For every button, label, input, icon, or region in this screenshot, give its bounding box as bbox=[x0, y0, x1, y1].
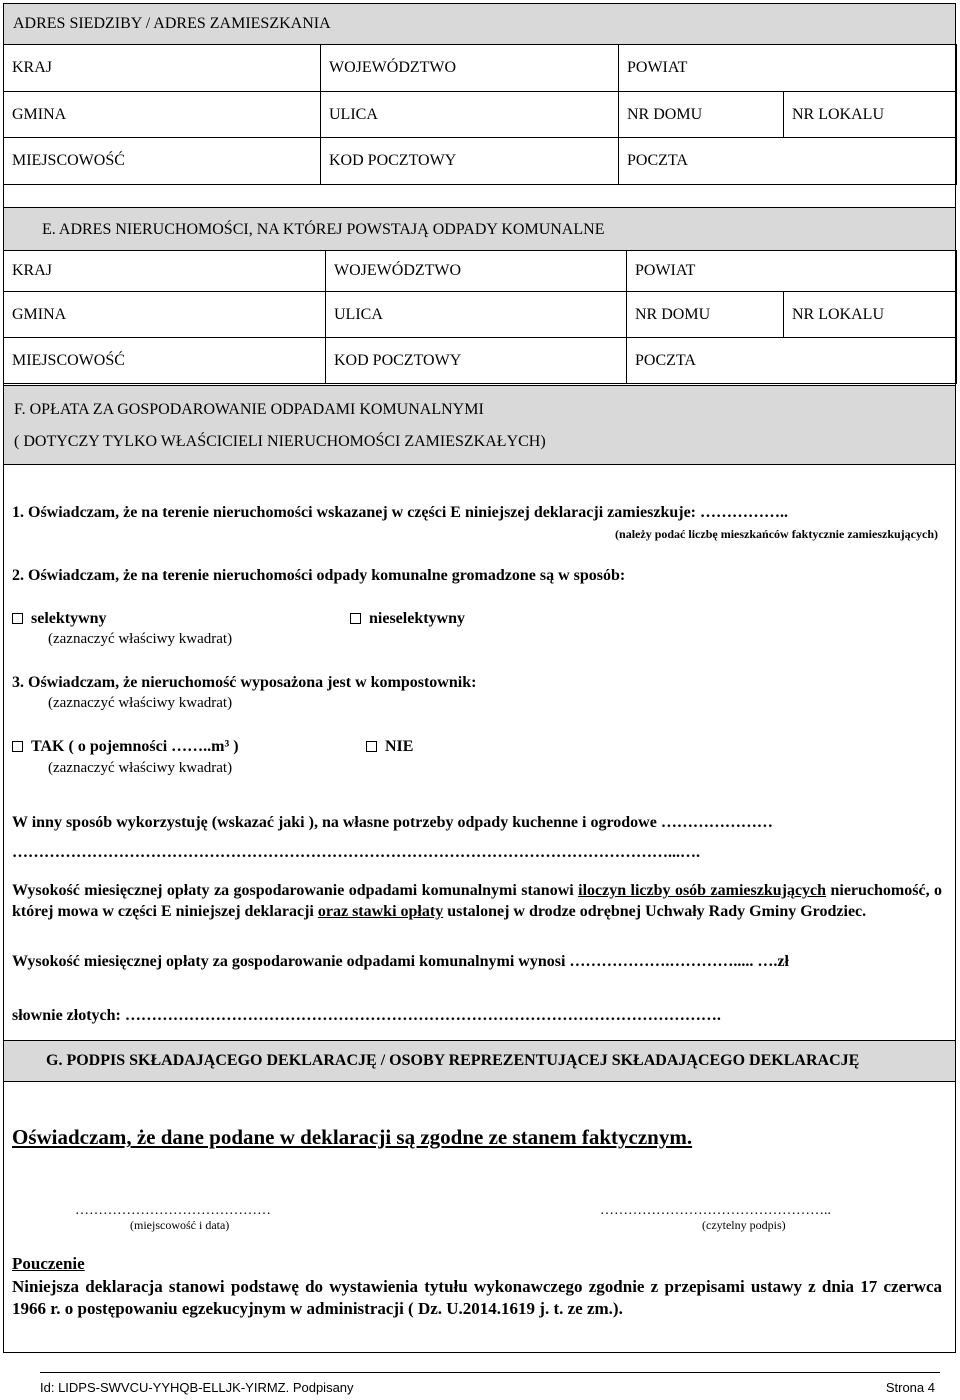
property-address-table bbox=[3, 250, 957, 384]
property-field-postcode[interactable]: KOD POCZTOWY bbox=[326, 338, 627, 384]
fee-text-underlined-rate: oraz stawki opłaty bbox=[317, 903, 444, 920]
option-composter-no[interactable] bbox=[366, 738, 413, 756]
notice-title: Pouczenie bbox=[12, 1254, 85, 1273]
place-date-dots[interactable]: …………………………………… bbox=[75, 1203, 271, 1218]
fee-in-words-line[interactable]: słownie złotych: …………………………………………………………………………………………………. bbox=[12, 1007, 721, 1024]
footer-divider bbox=[40, 1372, 940, 1373]
address-field-house-number[interactable]: NR DOMU bbox=[619, 92, 784, 138]
address-field-street[interactable]: ULICA bbox=[321, 92, 619, 138]
section-e-header bbox=[3, 207, 956, 251]
checkbox-selective[interactable] bbox=[12, 613, 23, 624]
address-field-post-office[interactable]: POCZTA bbox=[619, 138, 957, 185]
section-f-subtitle: ( DOTYCZY TYLKO WŁAŚCICIELI NIERUCHOMOŚCI ZAMIESZKAŁYCH) bbox=[14, 433, 546, 450]
property-field-country[interactable]: KRAJ bbox=[4, 251, 326, 292]
option-composter-no-label: NIE bbox=[385, 738, 414, 755]
address-field-locality[interactable]: MIEJSCOWOŚĆ bbox=[4, 138, 321, 185]
place-date-label: (miejscowość i data) bbox=[130, 1218, 230, 1232]
section-e-title: E. ADRES NIERUCHOMOŚCI, NA KTÓREJ POWSTAJĄ ODPADY KOMUNALNE bbox=[42, 221, 605, 238]
property-field-commune[interactable]: GMINA bbox=[4, 292, 326, 338]
property-field-house-number[interactable]: NR DOMU bbox=[627, 292, 784, 338]
option-nonselective-label: nieselektywny bbox=[369, 610, 465, 627]
question-composter: 3. Oświadczam, że nieruchomość wyposażona jest w kompostownik: bbox=[12, 674, 477, 691]
property-field-voivodeship[interactable]: WOJEWÓDZTWO bbox=[326, 251, 627, 292]
question-residents: 1. Oświadczam, że na terenie nieruchomości wskazanej w części E niniejszej deklaracji zamieszkuje: …………….. bbox=[12, 504, 789, 521]
fee-text-a: Wysokość miesięcznej opłaty za gospodarowanie odpadami komunalnymi stanowi bbox=[12, 882, 579, 899]
property-field-locality[interactable]: MIEJSCOWOŚĆ bbox=[4, 338, 326, 384]
option-nonselective[interactable] bbox=[350, 610, 465, 628]
address-field-county[interactable]: POWIAT bbox=[619, 45, 957, 92]
fee-text-e: ustalonej w drodze odrębnej Uchwały Rady Gminy Grodziec. bbox=[443, 903, 867, 920]
property-field-street[interactable]: ULICA bbox=[326, 292, 627, 338]
fee-paragraph bbox=[12, 880, 942, 922]
property-field-county[interactable]: POWIAT bbox=[627, 251, 957, 292]
address-section-header bbox=[3, 3, 956, 45]
property-field-flat-number[interactable]: NR LOKALU bbox=[784, 292, 957, 338]
notice-text: Niniejsza deklaracja stanowi podstawę do wystawienia tytułu wykonawczego zgodnie z przepisami ustawy z dnia 17 czerwca 1966 r. o postępowaniu egzekucyjnym w administracji ( Dz. U.2014.1619 j. t. ze zm.). bbox=[12, 1277, 942, 1318]
checkbox-nonselective[interactable] bbox=[350, 613, 361, 624]
checkbox-hint: (zaznaczyć właściwy kwadrat) bbox=[48, 760, 233, 776]
option-selective[interactable] bbox=[12, 610, 107, 628]
signature-label: (czytelny podpis) bbox=[702, 1218, 786, 1232]
signature-dots[interactable]: ………………………………………….. bbox=[600, 1203, 831, 1218]
checkbox-hint: (zaznaczyć właściwy kwadrat) bbox=[48, 695, 233, 711]
fee-text-underlined-persons: iloczyn liczby osób zamieszkujących bbox=[578, 882, 827, 899]
other-use-line[interactable]: W inny sposób wykorzystuję (wskazać jaki ), na własne potrzeby odpady kuchenne i ogrodowe ………………… bbox=[12, 814, 773, 831]
declaration-statement: Oświadczam, że dane podane w deklaracji są zgodne ze stanem faktycznym. bbox=[12, 1125, 693, 1149]
question-residents-hint: (należy podać liczbę mieszkańców faktycznie zamieszkujących) bbox=[615, 527, 938, 541]
address-field-commune[interactable]: GMINA bbox=[4, 92, 321, 138]
section-g-title: G. PODPIS SKŁADAJĄCEGO DEKLARACJĘ / OSOBY REPREZENTUJĄCEJ SKŁADAJĄCEGO DEKLARACJĘ bbox=[46, 1052, 860, 1069]
option-selective-label: selektywny bbox=[31, 610, 107, 627]
section-f-header bbox=[3, 385, 956, 465]
page-footer bbox=[40, 1380, 935, 1395]
checkbox-composter-yes[interactable] bbox=[12, 741, 23, 752]
checkbox-composter-no[interactable] bbox=[366, 741, 377, 752]
option-composter-yes[interactable] bbox=[12, 738, 239, 756]
address-table bbox=[3, 44, 957, 185]
fee-text-c: nieruchomość, o której mowa w części E niniejszej deklaracji bbox=[12, 882, 942, 920]
page-number: Strona 4 bbox=[885, 1380, 935, 1395]
address-field-flat-number[interactable]: NR LOKALU bbox=[784, 92, 957, 138]
address-section-title: ADRES SIEDZIBY / ADRES ZAMIESZKANIA bbox=[13, 15, 331, 32]
other-use-dots[interactable]: ……………………………………………………………………………………………………………...…. bbox=[12, 844, 700, 861]
address-field-postcode[interactable]: KOD POCZTOWY bbox=[321, 138, 619, 185]
address-field-voivodeship[interactable]: WOJEWÓDZTWO bbox=[321, 45, 619, 92]
document-id: Id: LIDPS-SWVCU-YYHQB-ELLJK-YIRMZ. Podpisany bbox=[40, 1380, 354, 1395]
address-field-country[interactable]: KRAJ bbox=[4, 45, 321, 92]
property-field-post-office[interactable]: POCZTA bbox=[627, 338, 957, 384]
option-composter-yes-label: TAK ( o pojemności ……..m³ ) bbox=[31, 738, 239, 755]
fee-amount-line[interactable]: Wysokość miesięcznej opłaty za gospodarowanie odpadami komunalnymi wynosi ……………….…………..... ….zł bbox=[12, 953, 789, 970]
section-f-title: F. OPŁATA ZA GOSPODAROWANIE ODPADAMI KOMUNALNYMI bbox=[14, 401, 484, 418]
section-g-header bbox=[3, 1040, 956, 1082]
checkbox-hint: (zaznaczyć właściwy kwadrat) bbox=[48, 631, 233, 647]
question-collection-method: 2. Oświadczam, że na terenie nieruchomości odpady komunalne gromadzone są w sposób: bbox=[12, 567, 626, 584]
